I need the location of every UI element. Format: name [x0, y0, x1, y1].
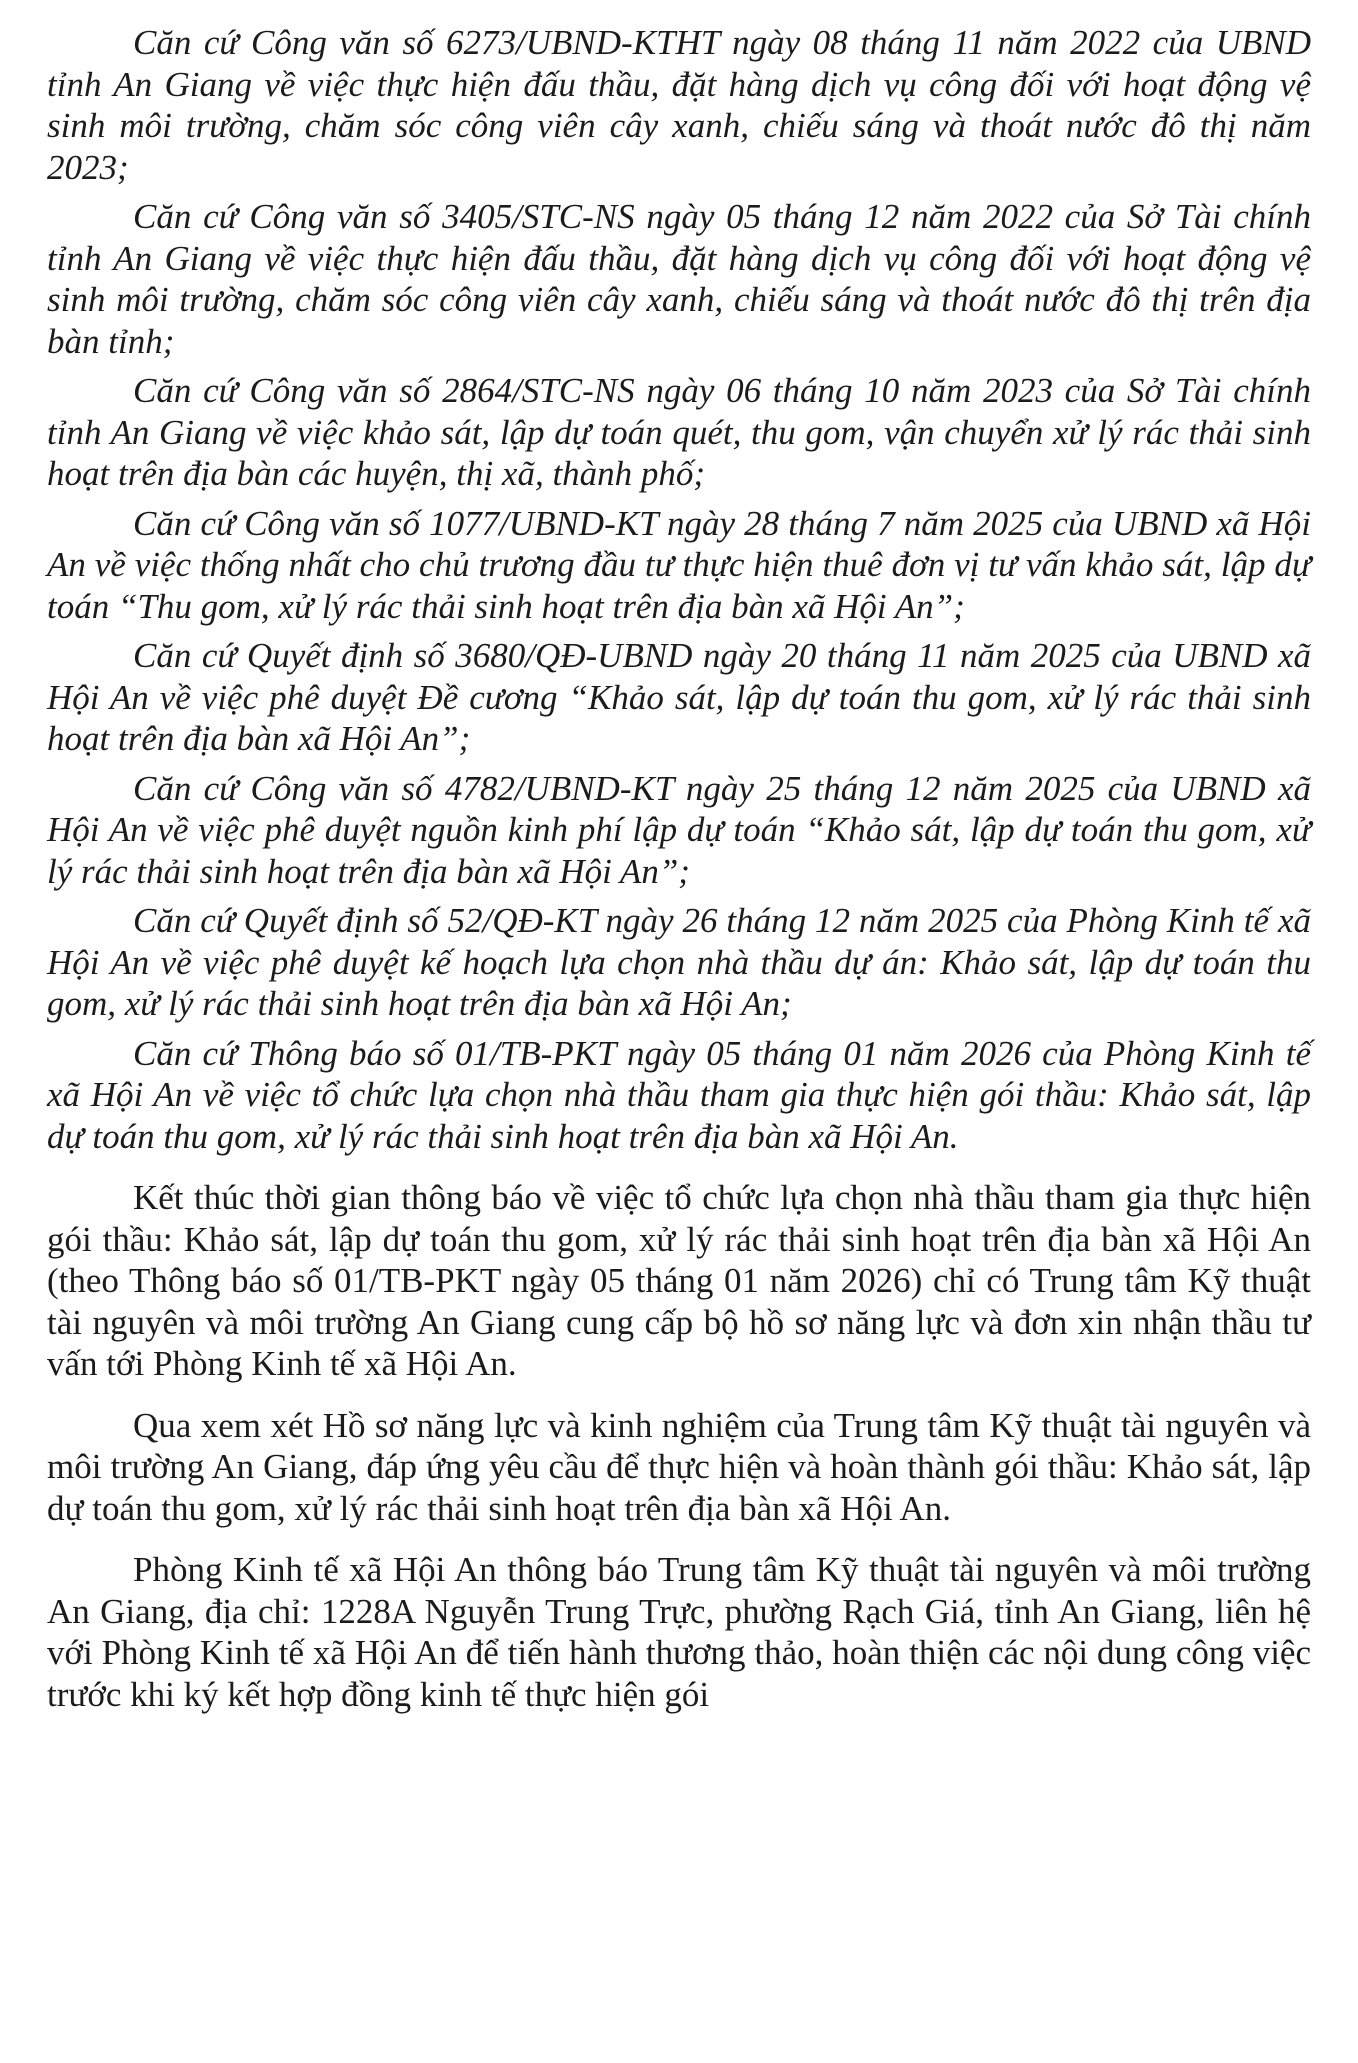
body-paragraph-1: Kết thúc thời gian thông báo về việc tổ chức lựa chọn nhà thầu tham gia thực hiện gói thầu: Khảo sát, lập dự toán thu gom, xử lý rác thải sinh hoạt trên địa bàn xã Hội An (theo Thông báo số 01/TB-PKT ngày 05 tháng 01 năm 2026) chỉ có Trung tâm Kỹ thuật tài nguyên và môi trường An Giang cung cấp bộ hồ sơ năng lực và đơn xin nhận thầu tư vấn tới Phòng Kinh tế xã Hội An.: [47, 1178, 1311, 1383]
basis-paragraph-7: Căn cứ Quyết định số 52/QĐ-KT ngày 26 tháng 12 năm 2025 của Phòng Kinh tế xã Hội An về việc phê duyệt kế hoạch lựa chọn nhà thầu dự án: Khảo sát, lập dự toán thu gom, xử lý rác thải sinh hoạt trên địa bàn xã Hội An;: [47, 901, 1311, 1023]
basis-paragraph-8: Căn cứ Thông báo số 01/TB-PKT ngày 05 tháng 01 năm 2026 của Phòng Kinh tế xã Hội An về việc tổ chức lựa chọn nhà thầu tham gia thực hiện gói thầu: Khảo sát, lập dự toán thu gom, xử lý rác thải sinh hoạt trên địa bàn xã Hội An.: [47, 1033, 1311, 1156]
basis-paragraph-2: Căn cứ Công văn số 3405/STC-NS ngày 05 tháng 12 năm 2022 của Sở Tài chính tỉnh An Giang về việc thực hiện đấu thầu, đặt hàng dịch vụ công đối với hoạt động vệ sinh môi trường, chăm sóc công viên cây xanh, chiếu sáng và thoát nước đô thị trên địa bàn tỉnh;: [47, 197, 1311, 361]
basis-paragraph-5: Căn cứ Quyết định số 3680/QĐ-UBND ngày 20 tháng 11 năm 2025 của UBND xã Hội An về việc phê duyệt Đề cương “Khảo sát, lập dự toán thu gom, xử lý rác thải sinh hoạt trên địa bàn xã Hội An”;: [47, 636, 1311, 758]
basis-paragraph-3: Căn cứ Công văn số 2864/STC-NS ngày 06 tháng 10 năm 2023 của Sở Tài chính tỉnh An Giang về việc khảo sát, lập dự toán quét, thu gom, vận chuyển xử lý rác thải sinh hoạt trên địa bàn các huyện, thị xã, thành phố;: [47, 371, 1311, 493]
body-paragraph-3: Phòng Kinh tế xã Hội An thông báo Trung tâm Kỹ thuật tài nguyên và môi trường An Giang, địa chỉ: 1228A Nguyễn Trung Trực, phường Rạch Giá, tỉnh An Giang, liên hệ với Phòng Kinh tế xã Hội An để tiến hành thương thảo, hoàn thiện các nội dung công việc trước khi ký kết hợp đồng kinh tế thực hiện gói: [47, 1550, 1311, 1714]
basis-paragraph-4: Căn cứ Công văn số 1077/UBND-KT ngày 28 tháng 7 năm 2025 của UBND xã Hội An về việc thống nhất cho chủ trương đầu tư thực hiện thuê đơn vị tư vấn khảo sát, lập dự toán “Thu gom, xử lý rác thải sinh hoạt trên địa bàn xã Hội An”;: [47, 503, 1311, 626]
body-paragraph-2: Qua xem xét Hồ sơ năng lực và kinh nghiệm của Trung tâm Kỹ thuật tài nguyên và môi trường An Giang, đáp ứng yêu cầu để thực hiện và hoàn thành gói thầu: Khảo sát, lập dự toán thu gom, xử lý rác thải sinh hoạt trên địa bàn xã Hội An.: [47, 1405, 1311, 1528]
basis-paragraph-1: Căn cứ Công văn số 6273/UBND-KTHT ngày 08 tháng 11 năm 2022 của UBND tỉnh An Giang về việc thực hiện đấu thầu, đặt hàng dịch vụ công đối với hoạt động vệ sinh môi trường, chăm sóc công viên cây xanh, chiếu sáng và thoát nước đô thị năm 2023;: [47, 23, 1311, 187]
basis-paragraph-6: Căn cứ Công văn số 4782/UBND-KT ngày 25 tháng 12 năm 2025 của UBND xã Hội An về việc phê duyệt nguồn kinh phí lập dự toán “Khảo sát, lập dự toán thu gom, xử lý rác thải sinh hoạt trên địa bàn xã Hội An”;: [47, 768, 1311, 891]
